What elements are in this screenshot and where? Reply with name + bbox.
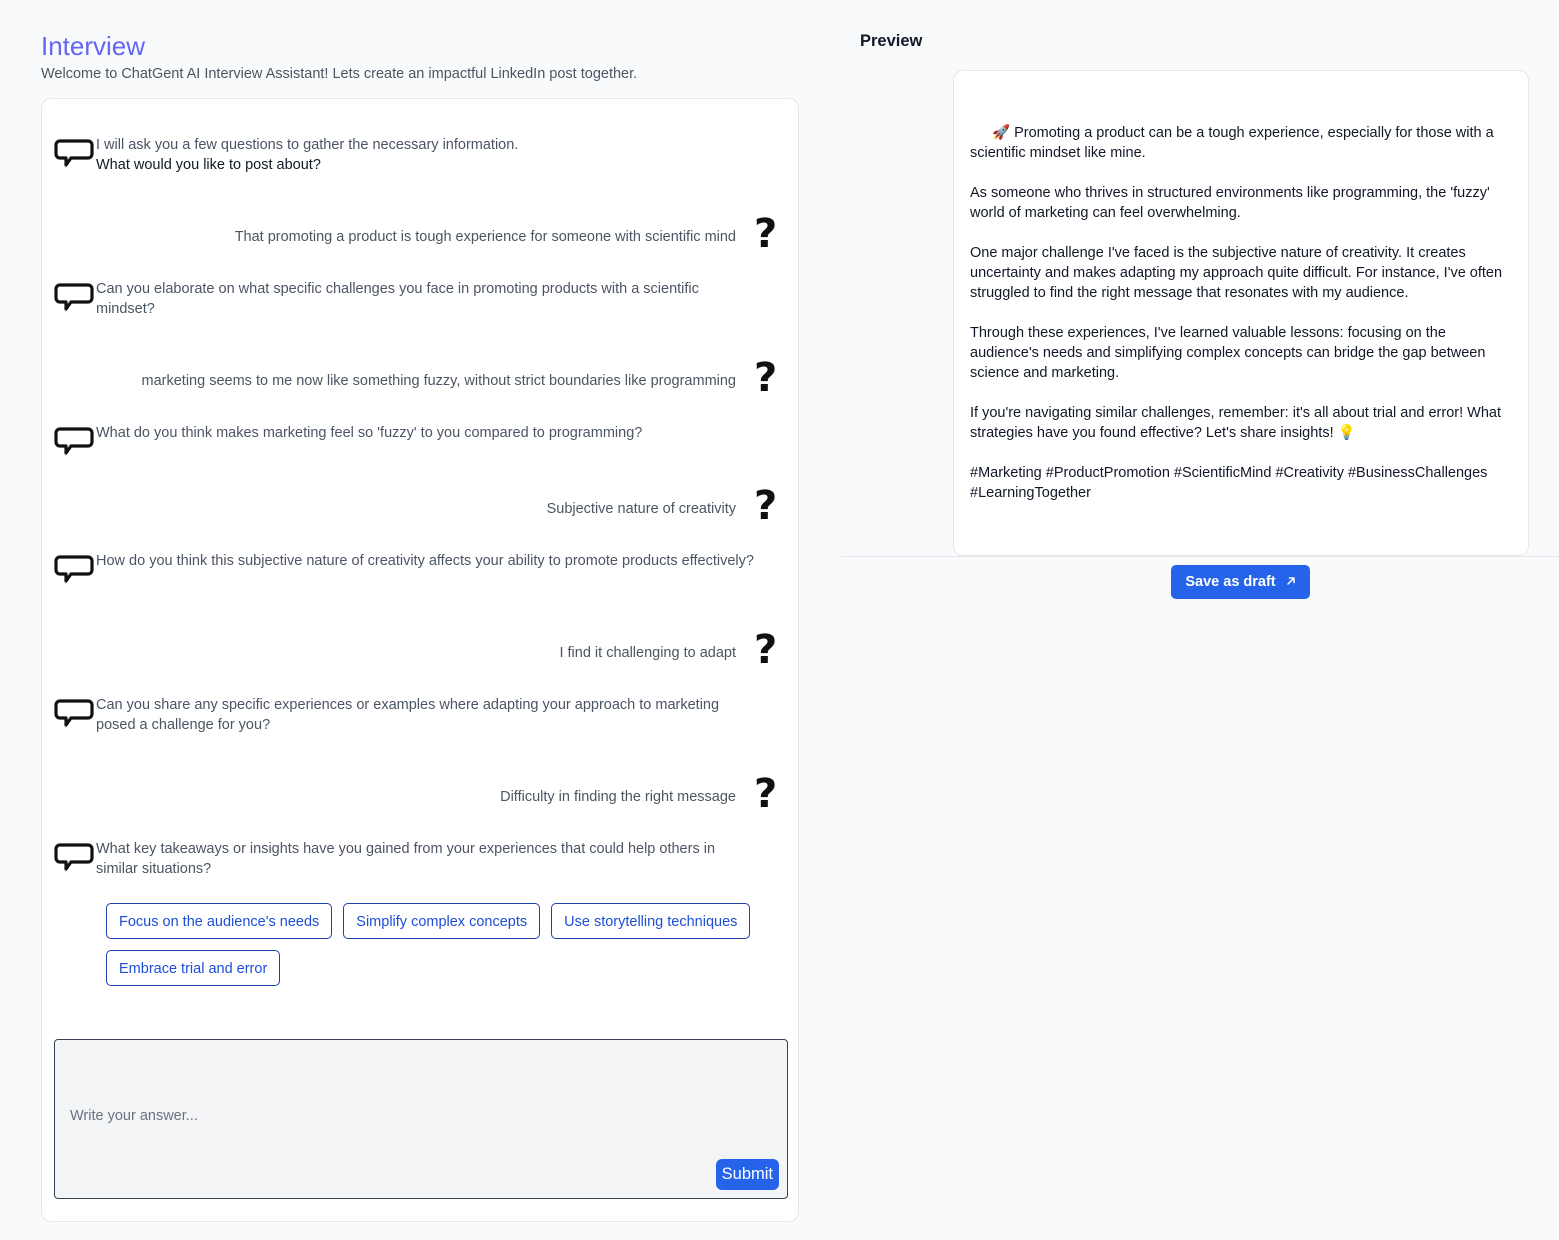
user-message-text: That promoting a product is tough experience for someone with scientific mind [234, 229, 736, 245]
bot-message [54, 279, 754, 321]
chat-bubble-icon [54, 839, 96, 881]
user-message-text: marketing seems to me now like something fuzzy, without strict boundaries like programming [141, 373, 736, 389]
bot-message [54, 135, 754, 177]
interview-header [41, 30, 801, 84]
page-title: Interview [41, 31, 146, 61]
preview-paragraph: 🚀 Promoting a product can be a tough experience, especially for those with a scientific mindset like mine. [970, 125, 1494, 161]
bot-message [54, 695, 754, 737]
bot-message [54, 551, 754, 593]
user-message [78, 211, 778, 257]
user-message [78, 355, 778, 401]
bot-message-text: Can you share any specific experiences or examples where adapting your approach to marketing posed a challenge for you? [96, 697, 720, 733]
save-as-draft-button[interactable] [1171, 565, 1310, 599]
bot-message-text: What key takeaways or insights have you gained from your experiences that could help others in similar situations? [96, 841, 716, 877]
suggestion-chip[interactable]: Use storytelling techniques [551, 903, 750, 939]
suggestion-chip[interactable]: Simplify complex concepts [343, 903, 540, 939]
page-subtitle: Welcome to ChatGent AI Interview Assistant! Lets create an impactful LinkedIn post together. [41, 66, 638, 82]
submit-button[interactable]: Submit [716, 1159, 779, 1190]
suggestion-chips [106, 903, 786, 986]
preview-paragraph: One major challenge I've faced is the subjective nature of creativity. It creates uncertainty and makes adapting my approach quite difficult. For instance, I've often struggled to find the right message that resonates with my audience. [970, 245, 1503, 301]
bot-message-text: How do you think this subjective nature of creativity affects your ability to promote products effectively? [96, 553, 754, 569]
arrow-up-right-icon [1286, 574, 1296, 590]
question-mark-icon: ? [754, 627, 778, 673]
preview-card [953, 70, 1529, 556]
chat-bubble-icon [54, 135, 96, 177]
chat-bubble-icon [54, 695, 96, 737]
suggestion-chip[interactable]: Embrace trial and error [106, 950, 280, 986]
preview-paragraph: As someone who thrives in structured environments like programming, the 'fuzzy' world of marketing can feel overwhelming. [970, 185, 1490, 221]
user-message-text: Difficulty in finding the right message [500, 789, 736, 805]
save-as-draft-label: Save as draft [1185, 574, 1276, 590]
chat-panel [41, 98, 799, 1222]
user-message-text: I find it challenging to adapt [559, 645, 736, 661]
chat-bubble-icon [54, 423, 96, 465]
question-mark-icon: ? [754, 211, 778, 257]
bot-message-text: Can you elaborate on what specific challenges you face in promoting products with a scientific mindset? [96, 281, 699, 317]
bot-question-text: What would you like to post about? [96, 157, 321, 173]
preview-paragraph: If you're navigating similar challenges, remember: it's all about trial and error! What strategies have you found effective? Let's share insights! 💡 [970, 405, 1501, 441]
answer-input[interactable] [55, 1040, 787, 1198]
divider [841, 556, 1559, 557]
preview-hashtags: #Marketing #ProductPromotion #ScientificMind #Creativity #BusinessChallenges #LearningTogether [970, 465, 1488, 501]
user-message [78, 483, 778, 529]
bot-message [54, 423, 754, 465]
bot-message-text: I will ask you a few questions to gather the necessary information. [96, 137, 519, 153]
preview-title: Preview [860, 32, 923, 50]
user-message-text: Subjective nature of creativity [546, 501, 736, 517]
chat-bubble-icon [54, 551, 96, 593]
bot-message [54, 839, 754, 881]
question-mark-icon: ? [754, 483, 778, 529]
suggestion-chip[interactable]: Focus on the audience's needs [106, 903, 332, 939]
question-mark-icon: ? [754, 771, 778, 817]
bot-message-text: What do you think makes marketing feel so 'fuzzy' to you compared to programming? [96, 425, 643, 441]
answer-box [54, 1039, 788, 1199]
chat-bubble-icon [54, 279, 96, 321]
preview-paragraph: Through these experiences, I've learned valuable lessons: focusing on the audience's needs and simplifying complex concepts can bridge the gap between science and marketing. [970, 325, 1486, 381]
question-mark-icon: ? [754, 355, 778, 401]
user-message [78, 771, 778, 817]
user-message [78, 627, 778, 673]
